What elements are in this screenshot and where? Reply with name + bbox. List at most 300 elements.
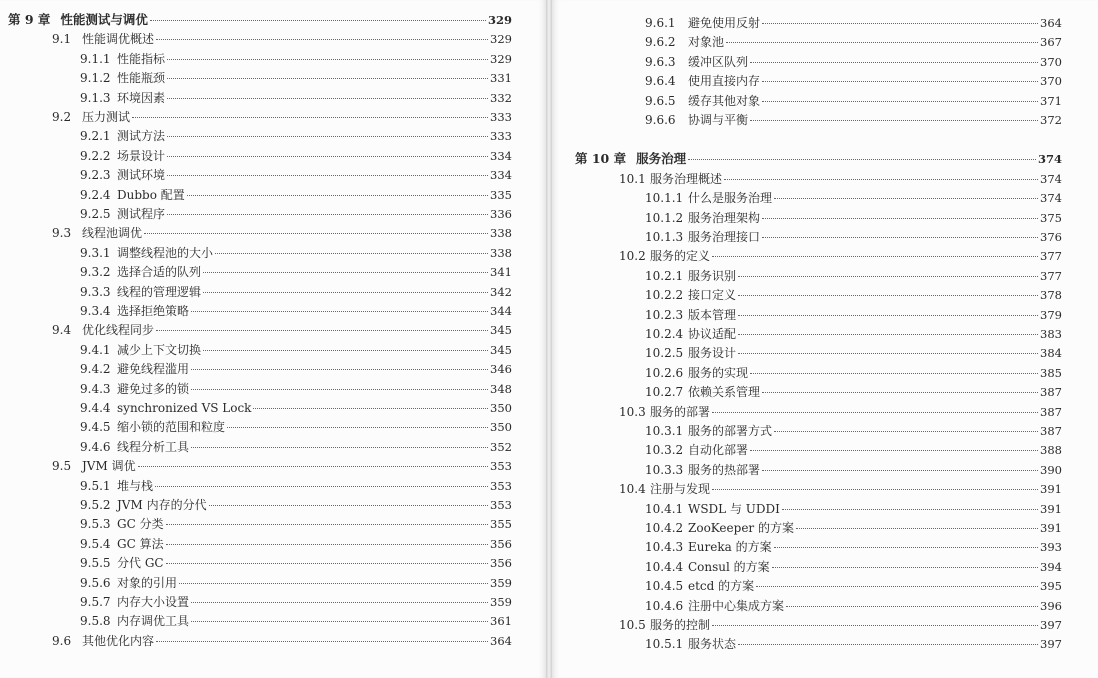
toc-entry-number: 9.1.1 <box>80 51 111 66</box>
toc-entry-page: 374 <box>1040 191 1062 206</box>
toc-entry[interactable] <box>645 34 1062 50</box>
toc-entry-page: 329 <box>487 13 512 27</box>
toc-entry-page: 331 <box>490 71 512 86</box>
dot-leader <box>762 22 1038 24</box>
dot-leader <box>167 77 488 79</box>
dot-leader <box>167 97 488 99</box>
toc-entry-title: etcd 的方案 <box>688 579 755 594</box>
dot-leader <box>762 469 1038 471</box>
toc-entry-page: 342 <box>490 284 512 299</box>
toc-entry-number: 10.4.3 <box>645 540 684 555</box>
toc-entry-number: 10.4.5 <box>645 579 684 594</box>
dot-leader <box>155 485 488 487</box>
dot-leader <box>156 38 488 40</box>
dot-leader <box>750 372 1038 374</box>
dot-leader <box>738 352 1038 354</box>
toc-entry-title: 服务治理 <box>636 151 687 167</box>
toc-entry[interactable] <box>80 555 512 571</box>
dot-leader <box>786 605 1038 607</box>
dot-leader <box>738 275 1038 277</box>
toc-entry-title: 协议适配 <box>688 327 737 341</box>
toc-entry-page: 390 <box>1040 462 1062 477</box>
toc-entry[interactable] <box>645 365 1062 381</box>
toc-entry-number: 10.2.7 <box>645 385 684 400</box>
toc-entry-title: 场景设计 <box>117 148 166 163</box>
toc-entry-title: 服务治理接口 <box>688 230 761 244</box>
dot-leader <box>215 252 488 254</box>
toc-entry-page: 383 <box>1040 327 1062 341</box>
toc-entry-number: 9.2.4 <box>80 187 111 202</box>
toc-entry-title: 服务的部署 <box>650 404 711 419</box>
toc-entry-title: 服务的定义 <box>650 249 711 264</box>
toc-entry-number: 9.4 <box>52 323 72 338</box>
toc-entry-page: 353 <box>490 498 512 512</box>
toc-entry-title: 性能测试与调优 <box>60 12 148 27</box>
toc-entry-number: 9.6.5 <box>645 93 676 108</box>
toc-entry-number: 9.4.5 <box>80 420 111 435</box>
dot-leader <box>144 232 488 234</box>
toc-entry-title: 避免使用反射 <box>688 16 761 30</box>
toc-entry-page: 352 <box>490 439 512 454</box>
toc-entry[interactable] <box>52 322 512 338</box>
toc-entry-number: 第 9 章 <box>8 12 51 27</box>
toc-entry-number: 9.6.6 <box>645 113 676 127</box>
toc-entry-page: 329 <box>490 51 512 66</box>
dot-leader <box>762 236 1038 238</box>
toc-entry-page: 344 <box>490 304 512 318</box>
toc-entry-number: 10.4.2 <box>645 521 684 535</box>
toc-entry[interactable] <box>80 70 512 86</box>
toc-entry-title: 版本管理 <box>688 307 737 322</box>
dot-leader <box>782 508 1038 510</box>
toc-entry-title: 测试程序 <box>117 207 166 221</box>
toc-entry-title: 服务治理架构 <box>688 210 761 225</box>
dot-leader <box>203 271 488 273</box>
toc-entry[interactable] <box>80 264 512 280</box>
toc-entry-page: 394 <box>1040 559 1062 574</box>
toc-entry[interactable] <box>80 284 512 300</box>
toc-entry[interactable] <box>645 73 1062 89</box>
dot-leader <box>712 624 1038 626</box>
dot-leader <box>138 465 488 467</box>
toc-entry-number: 9.5.6 <box>80 575 111 590</box>
toc-entry-number: 9.6 <box>52 633 72 648</box>
toc-entry-number: 10.2.5 <box>645 346 684 361</box>
toc-entry[interactable] <box>645 190 1062 206</box>
toc-entry-number: 9.2.2 <box>80 148 111 163</box>
toc-entry-number: 9.5.1 <box>80 478 111 493</box>
toc-entry[interactable] <box>645 578 1062 594</box>
toc-entry[interactable] <box>52 225 512 241</box>
toc-entry-page: 350 <box>490 401 512 415</box>
dot-leader <box>156 329 488 331</box>
toc-entry-number: 9.5.2 <box>80 498 111 512</box>
dot-leader <box>203 349 488 351</box>
toc-entry-page: 374 <box>1037 152 1062 167</box>
toc-entry[interactable] <box>645 229 1062 245</box>
toc-entry-title: 线程的管理逻辑 <box>117 284 202 299</box>
toc-entry[interactable] <box>645 287 1062 303</box>
toc-entry-page: 372 <box>1040 113 1062 127</box>
toc-entry[interactable] <box>80 478 512 494</box>
toc-entry-number: 9.1.2 <box>80 71 111 86</box>
toc-entry[interactable] <box>80 594 512 610</box>
toc-entry-title: 服务的部署方式 <box>688 424 773 438</box>
toc-entry-title: 注册中心集成方案 <box>688 598 785 613</box>
toc-entry-number: 9.5.7 <box>80 595 111 609</box>
toc-entry[interactable] <box>80 536 512 552</box>
toc-entry[interactable] <box>645 345 1062 361</box>
toc-entry[interactable] <box>80 206 512 222</box>
toc-entry[interactable] <box>645 268 1062 284</box>
toc-entry-title: 调整线程池的大小 <box>117 245 214 260</box>
toc-entry-title: 缓冲区队列 <box>688 54 749 69</box>
toc-entry[interactable] <box>619 171 1062 187</box>
dot-leader <box>191 310 488 312</box>
toc-entry-page: 396 <box>1040 598 1062 613</box>
toc-entry-page: 395 <box>1040 579 1062 594</box>
toc-entry-number: 9.1.3 <box>80 90 111 105</box>
toc-entry[interactable] <box>80 361 512 377</box>
dot-leader <box>774 197 1038 199</box>
toc-entry-number: 9.3 <box>52 226 72 241</box>
toc-entry[interactable] <box>645 307 1062 323</box>
dot-leader <box>756 585 1038 587</box>
toc-entry-number: 10.2.2 <box>645 288 684 303</box>
toc-entry[interactable] <box>619 404 1062 420</box>
toc-entry-title: 服务状态 <box>688 637 737 652</box>
toc-entry-title: 选择合适的队列 <box>117 265 202 280</box>
dot-leader <box>191 446 488 448</box>
toc-entry-page: 355 <box>490 517 512 532</box>
toc-entry-title: 依赖关系管理 <box>688 385 761 400</box>
toc-entry-number: 10.4.6 <box>645 598 684 613</box>
toc-entry-title: 注册与发现 <box>650 482 711 497</box>
toc-entry-title: 服务的热部署 <box>688 462 761 477</box>
toc-entry-number: 10.2.3 <box>645 307 684 322</box>
toc-entry-title: 内存调优工具 <box>117 614 190 629</box>
toc-entry-page: 333 <box>490 110 512 124</box>
toc-entry-title: 堆与栈 <box>117 478 154 493</box>
dot-leader <box>167 213 488 215</box>
toc-entry[interactable] <box>80 439 512 455</box>
toc-entry-title: Dubbo 配置 <box>117 187 185 202</box>
toc-entry[interactable] <box>80 497 512 513</box>
right-page <box>552 0 1098 678</box>
dot-leader <box>191 620 488 622</box>
toc-entry-page: 359 <box>490 575 512 590</box>
dot-leader <box>167 174 488 176</box>
toc-entry-page: 334 <box>490 168 512 183</box>
dot-leader <box>688 158 1036 160</box>
toc-entry[interactable] <box>619 481 1062 497</box>
toc-entry-number: 10.4.4 <box>645 559 684 574</box>
toc-entry-title: JVM 内存的分代 <box>117 498 207 512</box>
toc-entry-title: 线程池调优 <box>82 226 143 241</box>
toc-entry[interactable] <box>80 128 512 144</box>
toc-entry[interactable] <box>645 636 1062 652</box>
toc-entry-page: 387 <box>1040 424 1062 438</box>
toc-entry[interactable] <box>645 112 1062 128</box>
toc-entry-page: 353 <box>490 478 512 493</box>
toc-entry-number: 10.2.1 <box>645 268 684 283</box>
toc-entry-title: JVM 调优 <box>82 459 136 474</box>
toc-entry-number: 9.3.4 <box>80 304 111 318</box>
toc-entry-page: 338 <box>490 226 512 241</box>
dot-leader <box>796 527 1038 529</box>
toc-entry-page: 333 <box>490 129 512 144</box>
dot-leader <box>150 19 486 21</box>
dot-leader <box>738 314 1038 316</box>
toc-entry[interactable] <box>52 109 512 125</box>
toc-entry-number: 10.2.6 <box>645 365 684 380</box>
toc-entry-title: 缓存其他对象 <box>688 93 761 108</box>
toc-entry-page: 332 <box>490 90 512 105</box>
toc-entry-number: 9.2.5 <box>80 207 111 221</box>
toc-entry[interactable] <box>645 423 1062 439</box>
toc-entry-page: 397 <box>1040 618 1062 632</box>
toc-entry-title: 分代 GC <box>117 556 164 571</box>
toc-entry-page: 345 <box>490 323 512 338</box>
toc-entry[interactable] <box>645 210 1062 226</box>
toc-entry-number: 10.3 <box>619 404 646 419</box>
toc-entry-number: 9.2 <box>52 110 72 124</box>
toc-entry[interactable] <box>80 400 512 416</box>
toc-entry[interactable] <box>645 93 1062 109</box>
toc-entry-page: 364 <box>1040 16 1062 30</box>
dot-leader <box>179 582 488 584</box>
toc-entry-number: 10.1.3 <box>645 230 684 244</box>
toc-entry-page: 353 <box>490 459 512 474</box>
toc-entry-page: 356 <box>490 556 512 571</box>
toc-entry-title: 减少上下文切换 <box>117 342 202 357</box>
toc-entry-page: 397 <box>1040 637 1062 652</box>
toc-entry-number: 9.6.2 <box>645 35 676 50</box>
toc-entry-title: 对象池 <box>688 35 725 50</box>
toc-entry-page: 391 <box>1040 521 1062 535</box>
toc-entry-number: 10.3.3 <box>645 462 684 477</box>
toc-entry-number: 10.5 <box>619 618 646 632</box>
dot-leader <box>191 368 488 370</box>
dot-leader <box>712 411 1038 413</box>
toc-entry-title: 测试方法 <box>117 129 166 144</box>
toc-entry-number: 10.1.1 <box>645 191 684 206</box>
toc-entry[interactable] <box>80 51 512 67</box>
toc-entry-number: 9.2.3 <box>80 168 111 183</box>
toc-entry[interactable] <box>52 633 512 649</box>
toc-entry-number: 第 10 章 <box>575 151 627 167</box>
toc-entry[interactable] <box>645 15 1062 31</box>
dot-leader <box>191 388 488 390</box>
toc-entry-number: 9.6.1 <box>645 16 676 30</box>
toc-entry[interactable] <box>52 458 512 474</box>
toc-entry-title: 对象的引用 <box>117 575 178 590</box>
toc-entry-number: 9.5.4 <box>80 536 111 551</box>
toc-entry[interactable] <box>80 167 512 183</box>
toc-entry[interactable] <box>52 31 512 47</box>
toc-entry-title: 自动化部署 <box>688 443 749 458</box>
toc-entry-page: 387 <box>1040 404 1062 419</box>
toc-entry-page: 338 <box>490 245 512 260</box>
dot-leader <box>750 449 1038 451</box>
toc-entry-title: 缩小锁的范围和粒度 <box>117 420 226 435</box>
toc-entry[interactable] <box>80 613 512 629</box>
toc-entry-page: 359 <box>490 595 512 609</box>
toc-entry-title: 环境因素 <box>117 90 166 105</box>
toc-entry-page: 335 <box>490 187 512 202</box>
toc-entry-title: Consul 的方案 <box>688 559 770 574</box>
toc-entry-title: 其他优化内容 <box>82 633 155 648</box>
dot-leader <box>712 488 1038 490</box>
toc-entry-title: GC 算法 <box>117 536 164 551</box>
dot-leader <box>738 294 1038 296</box>
toc-entry[interactable] <box>645 462 1062 478</box>
toc-entry-title: 服务的控制 <box>650 618 711 632</box>
toc-entry[interactable] <box>645 442 1062 458</box>
toc-entry-page: 364 <box>490 633 512 648</box>
toc-entry[interactable] <box>80 303 512 319</box>
toc-entry-title: 接口定义 <box>688 288 737 303</box>
dot-leader <box>712 255 1038 257</box>
toc-entry-page: 334 <box>490 148 512 163</box>
toc-entry-page: 356 <box>490 536 512 551</box>
toc-entry-title: 线程分析工具 <box>117 439 190 454</box>
dot-leader <box>738 643 1038 645</box>
toc-entry[interactable] <box>80 419 512 435</box>
toc-entry-page: 329 <box>490 32 512 47</box>
toc-entry[interactable] <box>645 54 1062 70</box>
toc-entry[interactable] <box>645 539 1062 555</box>
dot-leader <box>762 100 1038 102</box>
toc-entry-title: ZooKeeper 的方案 <box>688 521 794 535</box>
toc-entry[interactable] <box>80 516 512 532</box>
toc-entry-number: 9.4.1 <box>80 342 111 357</box>
toc-entry-number: 10.2 <box>619 249 646 264</box>
toc-entry-number: 10.1 <box>619 171 646 186</box>
dot-leader <box>724 178 1038 180</box>
toc-entry-page: 370 <box>1040 74 1062 89</box>
toc-entry-title: 性能瓶颈 <box>117 71 166 86</box>
toc-entry-page: 393 <box>1040 540 1062 555</box>
toc-entry-title: Eureka 的方案 <box>688 540 772 555</box>
dot-leader <box>738 333 1038 335</box>
toc-entry-title: 避免过多的锁 <box>117 381 190 396</box>
toc-entry-title: synchronized VS Lock <box>117 401 252 415</box>
toc-entry[interactable] <box>645 598 1062 614</box>
toc-entry[interactable] <box>645 326 1062 342</box>
dot-leader <box>166 562 488 564</box>
toc-entry[interactable] <box>80 187 512 203</box>
dot-leader <box>253 407 488 409</box>
dot-leader <box>203 291 488 293</box>
dot-leader <box>167 155 488 157</box>
toc-entry-number: 10.1.2 <box>645 210 684 225</box>
toc-entry-title: GC 分类 <box>117 517 164 532</box>
dot-leader <box>774 430 1038 432</box>
toc-entry[interactable] <box>645 384 1062 400</box>
toc-entry[interactable] <box>619 617 1062 633</box>
toc-entry-page: 345 <box>490 342 512 357</box>
dot-leader <box>750 61 1038 63</box>
toc-entry-title: WSDL 与 UDDI <box>688 501 780 516</box>
toc-entry-number: 9.5.8 <box>80 614 111 629</box>
dot-leader <box>772 566 1038 568</box>
toc-entry[interactable] <box>645 501 1062 517</box>
toc-entry[interactable] <box>80 381 512 397</box>
dot-leader <box>166 523 488 525</box>
toc-entry-page: 371 <box>1040 93 1062 108</box>
toc-entry-title: 服务的实现 <box>688 365 749 380</box>
toc-entry-number: 10.3.2 <box>645 443 684 458</box>
left-page <box>0 0 546 678</box>
toc-entry-number: 9.3.1 <box>80 245 111 260</box>
toc-entry-number: 9.3.2 <box>80 265 111 280</box>
toc-entry-number: 10.2.4 <box>645 327 684 341</box>
toc-entry-number: 10.5.1 <box>645 637 684 652</box>
toc-entry-page: 336 <box>490 207 512 221</box>
toc-entry-title: 内存大小设置 <box>117 595 190 609</box>
dot-leader <box>167 58 488 60</box>
toc-entry-page: 391 <box>1040 501 1062 516</box>
toc-entry-page: 378 <box>1040 288 1062 303</box>
toc-entry-number: 9.2.1 <box>80 129 111 144</box>
toc-entry[interactable] <box>645 559 1062 575</box>
toc-entry-page: 391 <box>1040 482 1062 497</box>
toc-entry-number: 9.5.5 <box>80 556 111 571</box>
toc-entry-number: 9.3.3 <box>80 284 111 299</box>
toc-entry[interactable] <box>80 342 512 358</box>
dot-leader <box>156 640 488 642</box>
dot-leader <box>774 546 1038 548</box>
toc-entry-page: 377 <box>1040 249 1062 264</box>
toc-entry[interactable] <box>8 12 512 28</box>
toc-entry[interactable] <box>80 148 512 164</box>
toc-entry-page: 367 <box>1040 35 1062 50</box>
toc-entry-title: 测试环境 <box>117 168 166 183</box>
toc-entry-title: 优化线程同步 <box>82 323 155 338</box>
toc-entry-number: 9.1 <box>52 32 72 47</box>
toc-entry-title: 选择拒绝策略 <box>117 304 190 318</box>
toc-entry-title: 避免线程滥用 <box>117 362 190 377</box>
toc-entry-page: 388 <box>1040 443 1062 458</box>
toc-entry-page: 379 <box>1040 307 1062 322</box>
toc-entry-page: 361 <box>490 614 512 629</box>
toc-entry-title: 协调与平衡 <box>688 113 749 127</box>
dot-leader <box>762 80 1038 82</box>
toc-entry-title: 服务设计 <box>688 346 737 361</box>
dot-leader <box>750 119 1038 121</box>
dot-leader <box>762 391 1038 393</box>
dot-leader <box>762 217 1038 219</box>
toc-entry-title: 服务识别 <box>688 268 737 283</box>
dot-leader <box>167 135 488 137</box>
toc-entry-number: 9.6.3 <box>645 54 676 69</box>
toc-entry[interactable] <box>575 151 1062 167</box>
toc-entry-page: 384 <box>1040 346 1062 361</box>
toc-entry-number: 9.4.2 <box>80 362 111 377</box>
toc-entry[interactable] <box>619 248 1062 264</box>
toc-entry-title: 性能指标 <box>117 51 166 66</box>
toc-entry-title: 使用直接内存 <box>688 74 761 89</box>
toc-entry-number: 9.6.4 <box>645 74 676 89</box>
toc-entry[interactable] <box>80 245 512 261</box>
toc-entry[interactable] <box>80 575 512 591</box>
toc-entry-page: 341 <box>490 265 512 280</box>
toc-entry[interactable] <box>80 90 512 106</box>
dot-leader <box>132 116 488 118</box>
toc-entry-page: 376 <box>1040 230 1062 244</box>
toc-entry[interactable] <box>645 520 1062 536</box>
